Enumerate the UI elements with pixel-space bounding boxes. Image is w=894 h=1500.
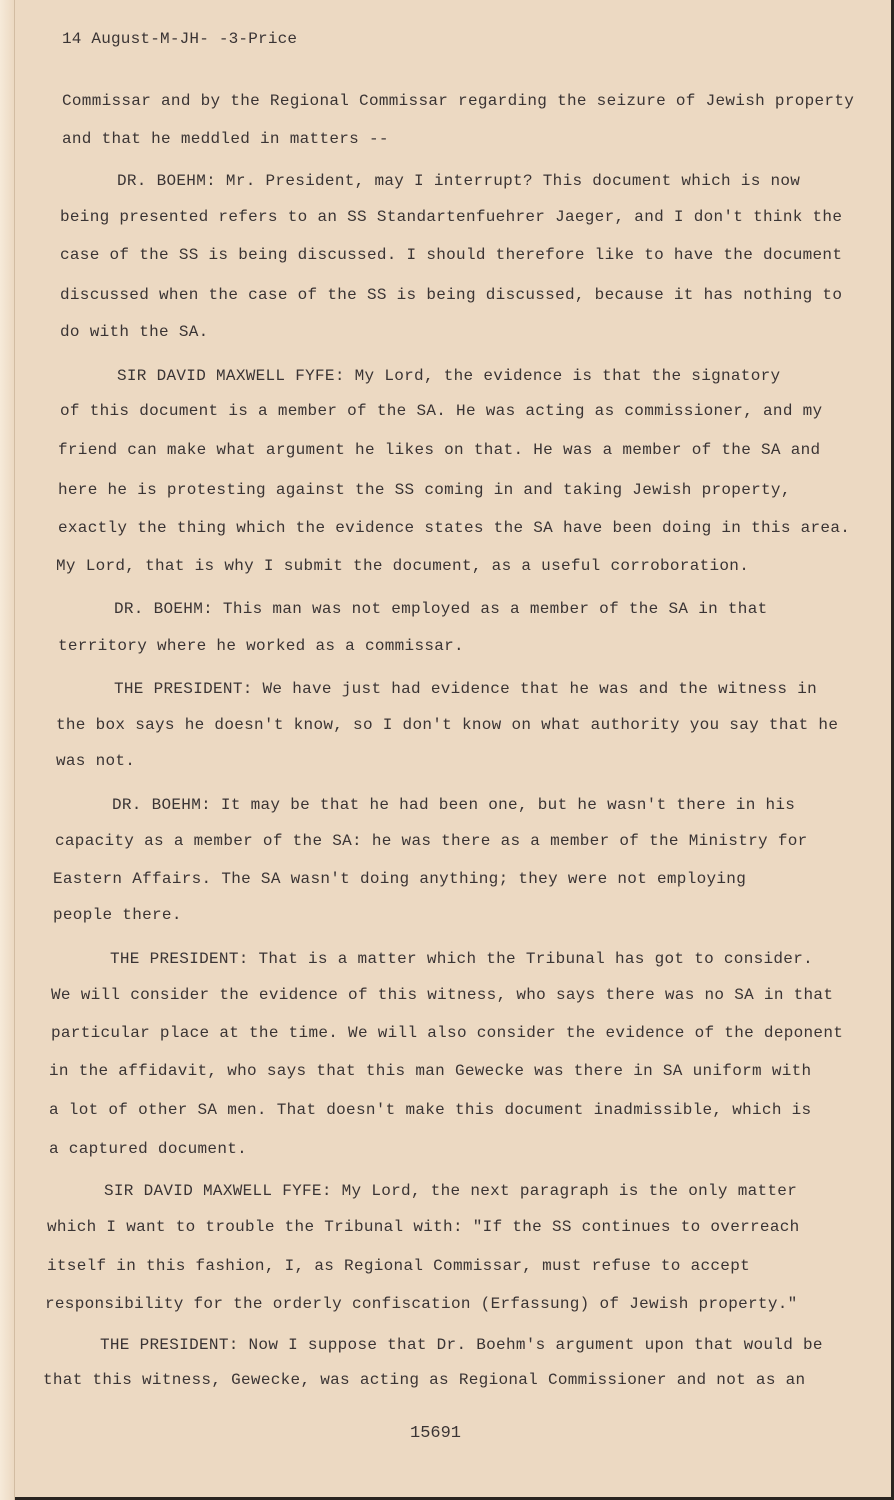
- text-line: DR. BOEHM: Mr. President, may I interrupt? This document which is now: [117, 172, 801, 190]
- page-number: 15691: [410, 1424, 462, 1443]
- text-line: Eastern Affairs. The SA wasn't doing anything; they were not employing: [53, 870, 747, 888]
- text-line: being presented refers to an SS Standartenfuehrer Jaeger, and I don't think the: [60, 208, 843, 226]
- text-line: SIR DAVID MAXWELL FYFE: My Lord, the next paragraph is the only matter: [104, 1182, 798, 1200]
- text-line: do with the SA.: [60, 323, 209, 341]
- text-line: SIR DAVID MAXWELL FYFE: My Lord, the evidence is that the signatory: [117, 367, 781, 385]
- text-line: DR. BOEHM: This man was not employed as a member of the SA in that: [114, 600, 768, 618]
- text-line: here he is protesting against the SS coming in and taking Jewish property,: [58, 481, 791, 499]
- text-line: in the affidavit, who says that this man Gewecke was there in SA uniform with: [49, 1062, 812, 1080]
- text-line: itself in this fashion, I, as Regional Commissar, must refuse to accept: [47, 1257, 751, 1275]
- text-line: a captured document.: [49, 1140, 248, 1158]
- text-line: My Lord, that is why I submit the document, as a useful corroboration.: [56, 557, 750, 575]
- text-line: which I want to trouble the Tribunal with: "If the SS continues to overreach: [47, 1218, 800, 1236]
- text-line: responsibility for the orderly confiscation (Erfassung) of Jewish property.": [45, 1295, 798, 1313]
- text-line: Commissar and by the Regional Commissar regarding the seizure of Jewish property: [62, 92, 855, 110]
- text-line: territory where he worked as a commissar.: [58, 637, 464, 655]
- text-line: case of the SS is being discussed. I should therefore like to have the document: [60, 246, 843, 264]
- text-line: DR. BOEHM: It may be that he had been one, but he wasn't there in his: [112, 796, 796, 814]
- text-line: particular place at the time. We will also consider the evidence of the deponent: [51, 1024, 844, 1042]
- text-line: THE PRESIDENT: That is a matter which the Tribunal has got to consider.: [110, 950, 814, 968]
- text-line: the box says he doesn't know, so I don't know on what authority you say that he: [56, 716, 839, 734]
- text-line: capacity as a member of the SA: he was there as a member of the Ministry for: [55, 832, 808, 850]
- text-line: friend can make what argument he likes on that. He was a member of the SA and: [58, 441, 821, 459]
- text-line: discussed when the case of the SS is being discussed, because it has nothing to: [60, 286, 843, 304]
- text-line: of this document is a member of the SA. He was acting as commissioner, and my: [60, 402, 823, 420]
- text-line: people there.: [53, 906, 182, 924]
- page-header: 14 August-M-JH- -3-Price: [62, 30, 298, 48]
- text-line: THE PRESIDENT: We have just had evidence that he was and the witness in: [114, 680, 818, 698]
- text-line: that this witness, Gewecke, was acting as Regional Commissioner and not as an: [43, 1371, 806, 1389]
- text-line: a lot of other SA men. That doesn't make this document inadmissible, which is: [49, 1101, 812, 1119]
- text-line: and that he meddled in matters --: [62, 130, 389, 148]
- text-line: THE PRESIDENT: Now I suppose that Dr. Boehm's argument upon that would be: [100, 1336, 823, 1354]
- text-line: was not.: [56, 752, 136, 770]
- text-line: We will consider the evidence of this witness, who says there was no SA in that: [51, 986, 834, 1004]
- text-line: exactly the thing which the evidence states the SA have been doing in this area.: [58, 519, 851, 537]
- torn-page-edge: [0, 0, 15, 1500]
